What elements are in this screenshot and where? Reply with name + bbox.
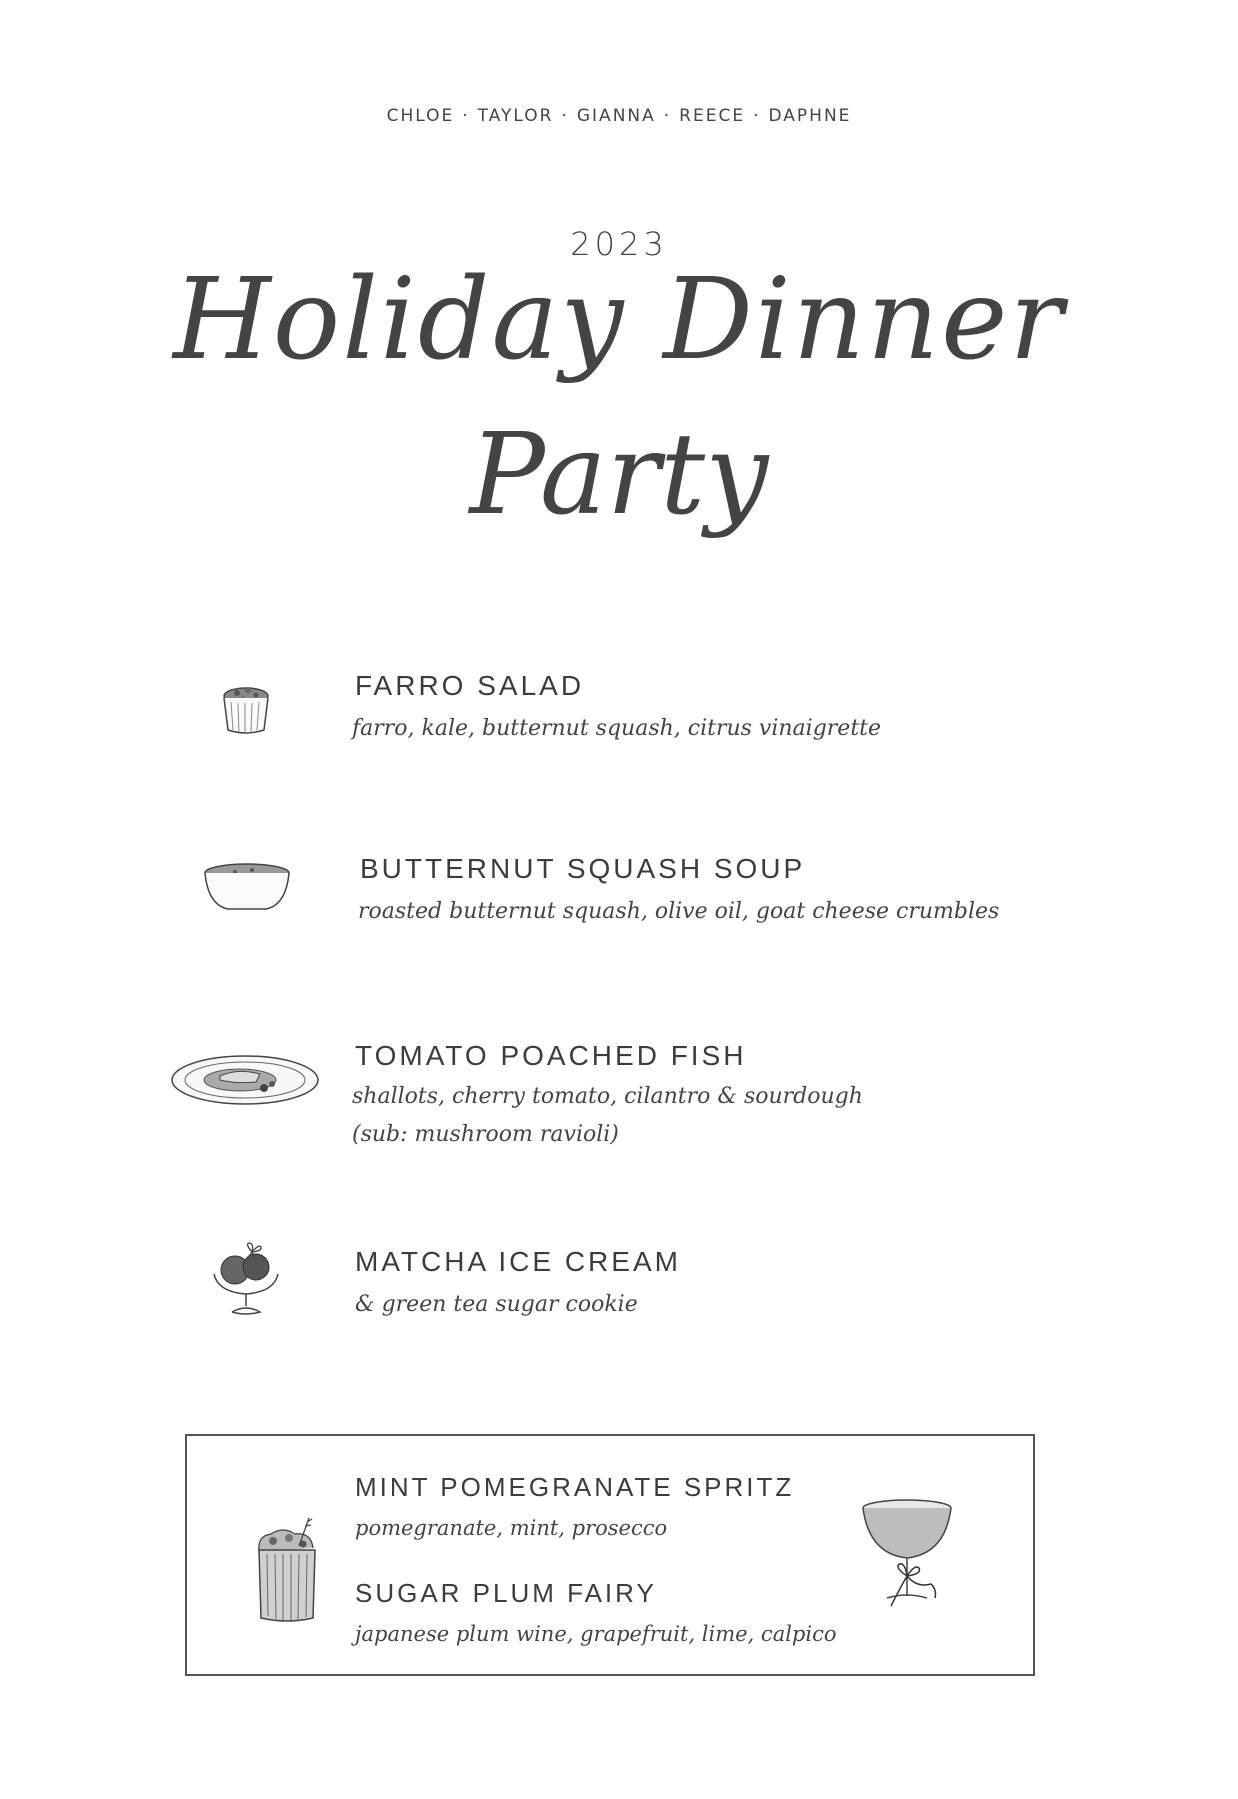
course-name: BUTTERNUT SQUASH SOUP xyxy=(360,853,806,884)
course-description: roasted butternut squash, olive oil, goat cheese crumbles xyxy=(358,899,1000,924)
salad-bowl-icon xyxy=(215,678,277,740)
course-name: FARRO SALAD xyxy=(355,670,585,701)
year: 2023 xyxy=(570,225,668,263)
guest-name: REECE xyxy=(679,106,746,126)
coupe-glass-icon xyxy=(857,1496,967,1636)
course-substitution: (sub: mushroom ravioli) xyxy=(352,1122,619,1147)
guest-list xyxy=(0,106,1238,126)
soup-bowl-icon xyxy=(200,857,295,917)
tumbler-glass-icon xyxy=(249,1516,329,1626)
guest-name: CHLOE xyxy=(386,106,455,126)
drinks-box xyxy=(185,1434,1035,1676)
separator: · xyxy=(663,106,672,126)
page-title-line2: Party xyxy=(469,410,769,540)
fish-plate-icon xyxy=(168,1050,322,1110)
course-name: TOMATO POACHED FISH xyxy=(355,1040,747,1071)
page-title: Holiday Dinner xyxy=(173,255,1065,385)
course-description: shallots, cherry tomato, cilantro & sourdough xyxy=(352,1084,863,1109)
drink-name: MINT POMEGRANATE SPRITZ xyxy=(355,1472,795,1502)
guest-name: DAPHNE xyxy=(768,106,852,126)
course-description: & green tea sugar cookie xyxy=(355,1292,638,1317)
course-description: farro, kale, butternut squash, citrus vinaigrette xyxy=(352,716,882,741)
drink-name: SUGAR PLUM FAIRY xyxy=(355,1578,657,1608)
ice-cream-cup-icon xyxy=(208,1240,284,1320)
guest-name: TAYLOR xyxy=(477,106,554,126)
separator: · xyxy=(753,106,761,126)
course-name: MATCHA ICE CREAM xyxy=(355,1246,681,1277)
drink-description: japanese plum wine, grapefruit, lime, calpico xyxy=(355,1622,837,1646)
separator: · xyxy=(561,106,569,126)
separator: · xyxy=(462,106,470,126)
drink-description: pomegranate, mint, prosecco xyxy=(355,1516,668,1540)
guest-name: GIANNA xyxy=(576,106,656,126)
